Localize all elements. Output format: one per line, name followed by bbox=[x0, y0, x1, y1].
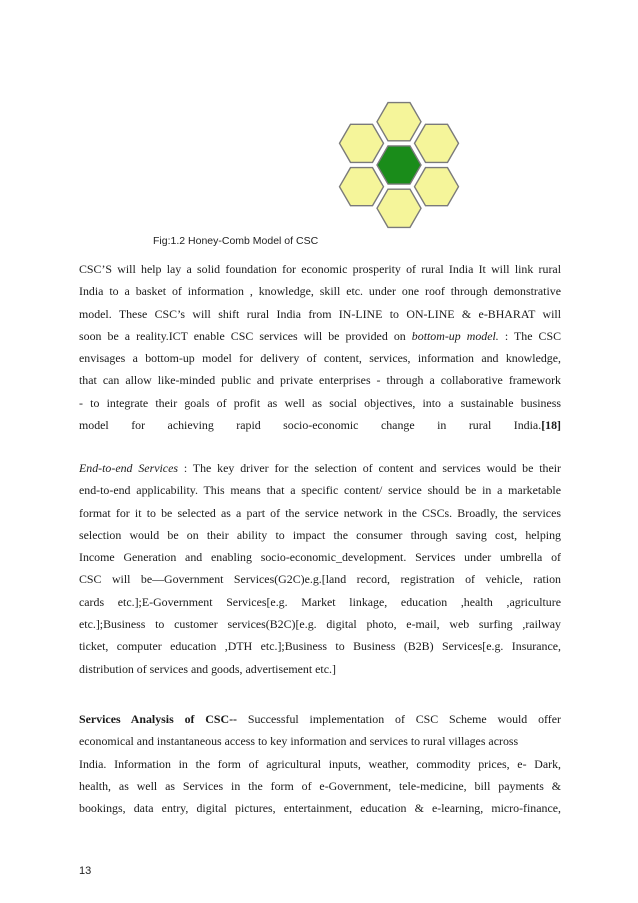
hex-top bbox=[377, 103, 421, 141]
hex-bottom-right bbox=[415, 168, 459, 206]
bold-heading: Services Analysis of CSC-- bbox=[79, 712, 238, 726]
text-line: CSC’S will help lay a solid foundation for economic prosperity of rural India It will link rural bbox=[79, 262, 561, 276]
paragraph-end-to-end-services bbox=[79, 457, 561, 680]
text-segment: model for achieving rapid socio-economic change in rural India. bbox=[79, 418, 542, 433]
text-line bbox=[79, 414, 561, 436]
italic-heading: End-to-end Services bbox=[79, 461, 178, 475]
text-line bbox=[79, 457, 561, 479]
hex-center bbox=[377, 146, 421, 184]
text-line bbox=[79, 325, 561, 347]
hex-bottom-left bbox=[340, 168, 384, 206]
figure-caption: Fig:1.2 Honey-Comb Model of CSC bbox=[153, 235, 319, 247]
text-line: selection would be on their ability to impact the consumer through saving cost, helping bbox=[79, 527, 561, 542]
text-line: cards etc.];E-Government Services[e.g. Market linkage, education ,health ,agriculture bbox=[79, 594, 561, 609]
text-line: India. Information in the form of agricultural inputs, weather, commodity prices, e- Dark, bbox=[79, 756, 561, 771]
text-line: - to integrate their goals of profit as well as social objectives, into a sustainable business bbox=[79, 395, 561, 410]
text-line: etc.];Business to customer services(B2C)[e.g. digital photo, e-mail, web surfing ,railway bbox=[79, 617, 561, 632]
text-line: ticket, computer education ,DTH etc.];Business to Business (B2B) Services[e.g. Insurance, bbox=[79, 639, 561, 654]
text-line: that can allow like-minded public and private enterprises - through a collaborative framework bbox=[79, 373, 561, 388]
text-segment: Successful implementation of CSC Scheme would offer bbox=[237, 712, 561, 726]
text-line: India to a basket of information , knowledge, skill etc. under one roof through demonstrative bbox=[79, 284, 561, 299]
honeycomb-hexagons bbox=[340, 103, 459, 228]
citation: [18] bbox=[541, 418, 561, 433]
text-line: envisages a bottom-up model for delivery of content, services, information and knowledge, bbox=[79, 351, 561, 366]
hex-top-right bbox=[415, 124, 459, 162]
text-line: health, as well as Services in the form of e-Government, tele-medicine, bill payments & bbox=[79, 778, 561, 793]
text-line bbox=[79, 708, 561, 730]
text-line: CSC will be—Government Services(G2C)e.g.[land record, registration of vehicle, ration bbox=[79, 572, 561, 587]
text-line: distribution of services and goods, advertisement etc.] bbox=[79, 661, 336, 676]
italic-term: bottom-up model. bbox=[411, 328, 499, 343]
text-segment: soon be a reality.ICT enable CSC services will be provided on bbox=[79, 328, 412, 343]
honeycomb-figure bbox=[318, 99, 480, 245]
text-line: Income Generation and enabling socio-economic_development. Services under umbrella of bbox=[79, 550, 561, 565]
text-line: model. These CSC’s will shift rural India from IN-LINE to ON-LINE & e-BHARAT will bbox=[79, 306, 561, 321]
hex-bottom bbox=[377, 189, 421, 227]
paragraph-csc-foundation bbox=[79, 258, 561, 436]
text-line: end-to-end applicability. This means that a specific content/ service should be in a marketable bbox=[79, 483, 561, 498]
paragraph-services-analysis bbox=[79, 708, 561, 819]
text-segment: : The key driver for the selection of content and services would be their bbox=[177, 461, 561, 475]
text-line: bookings, data entry, digital pictures, entertainment, education & e-learning, micro-finance, bbox=[79, 801, 561, 816]
page-number: 13 bbox=[79, 865, 92, 877]
text-line: format for it to be selected as a part of the service network in the CSCs. Broadly, the services bbox=[79, 505, 561, 520]
hex-top-left bbox=[340, 124, 384, 162]
text-line: economical and instantaneous access to key information and services to rural villages across bbox=[79, 734, 519, 749]
text-segment: : The CSC bbox=[498, 328, 561, 343]
